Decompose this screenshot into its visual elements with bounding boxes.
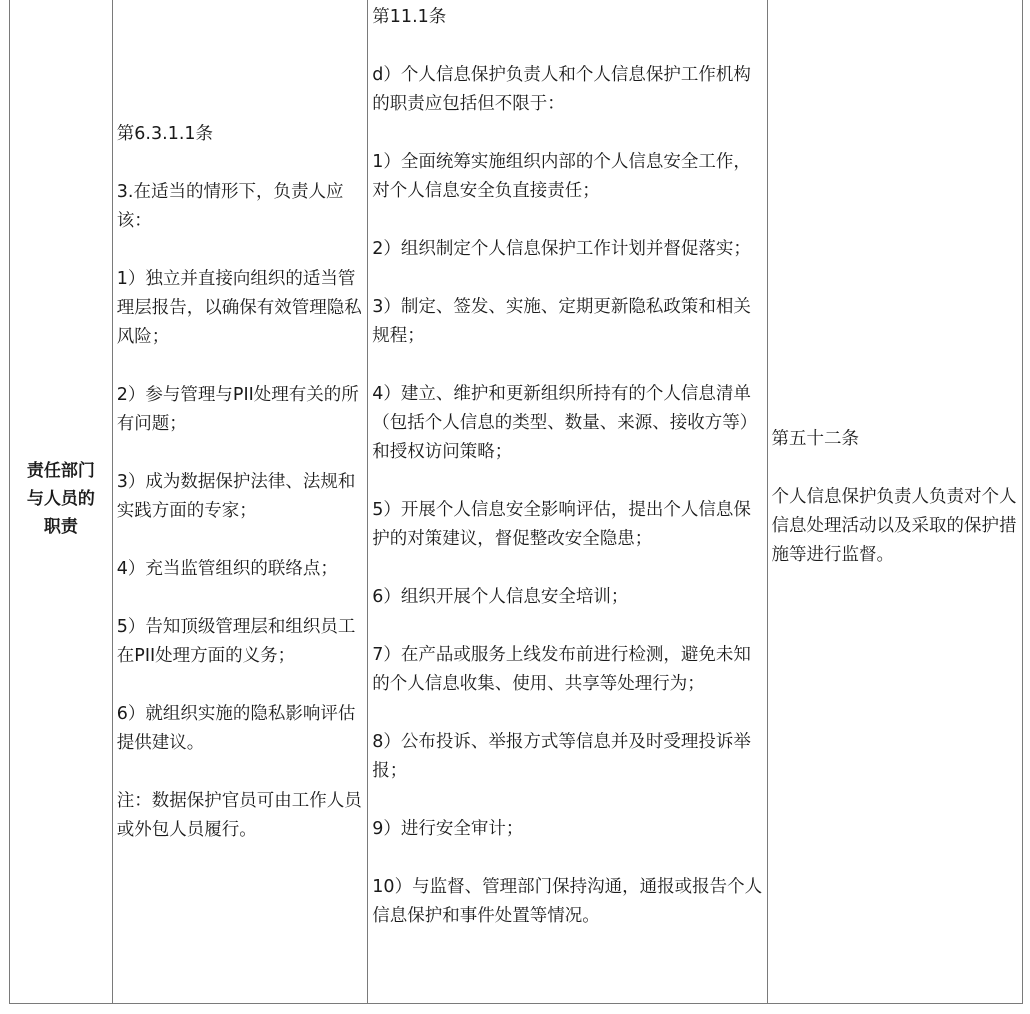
- list-item: 5）开展个人信息安全影响评估，提出个人信息保护的对策建议，督促整改安全隐患；: [372, 500, 751, 549]
- clause-intro: 3.在适当的情形下，负责人应该：: [116, 182, 344, 231]
- clause-number: 第五十二条: [771, 429, 859, 449]
- list-item: 8）公布投诉、举报方式等信息并及时受理投诉举报；: [372, 732, 751, 781]
- pipl-text: [772, 425, 1019, 570]
- list-item: 7）在产品或服务上线发布前进行检测，避免未知的个人信息收集、使用、共享等处理行为；: [372, 645, 751, 694]
- list-item: 1）全面统筹实施组织内部的个人信息安全工作，对个人信息安全负直接责任；: [372, 152, 751, 201]
- list-item: 6）组织开展个人信息安全培训；: [372, 587, 629, 607]
- iso-27701-text: [117, 120, 364, 845]
- gbt-35273-text: [372, 3, 762, 931]
- gbt-35273-cell: [368, 0, 767, 1003]
- list-item: 4）建立、维护和更新组织所持有的个人信息清单（包括个人信息的类型、数量、来源、接收方等）和授权访问策略；: [372, 384, 758, 462]
- list-item: 6）就组织实施的隐私影响评估提供建议。: [116, 704, 356, 753]
- list-item: 3）制定、签发、实施、定期更新隐私政策和相关规程；: [372, 297, 751, 346]
- list-item: 2）参与管理与PII处理有关的所有问题；: [116, 385, 359, 434]
- clause-number: 第6.3.1.1条: [116, 124, 214, 144]
- pipl-cell: [768, 0, 1023, 1003]
- clause-note: 注：数据保护官员可由工作人员或外包人员履行。: [116, 791, 362, 840]
- list-item: 4）充当监管组织的联络点；: [116, 559, 338, 579]
- clause-intro: d）个人信息保护负责人和个人信息保护工作机构的职责应包括但不限于：: [372, 65, 751, 114]
- list-item: 3）成为数据保护法律、法规和实践方面的专家；: [116, 472, 356, 521]
- row-header-label: 责任部门 与人员的 职责: [26, 461, 95, 537]
- list-item: 9）进行安全审计；: [372, 819, 524, 839]
- row-header-cell: [10, 0, 113, 1003]
- iso-27701-cell: [113, 0, 369, 1003]
- clause-body: 个人信息保护负责人负责对个人信息处理活动以及采取的保护措施等进行监督。: [771, 487, 1017, 565]
- list-item: 1）独立并直接向组织的适当管理层报告，以确保有效管理隐私风险；: [116, 269, 362, 347]
- list-item: 10）与监督、管理部门保持沟通，通报或报告个人信息保护和事件处置等情况。: [372, 877, 763, 926]
- comparison-table: [9, 0, 1023, 1004]
- list-item: 5）告知顶级管理层和组织员工在PII处理方面的义务；: [116, 617, 356, 666]
- clause-number: 第11.1条: [372, 7, 447, 27]
- list-item: 2）组织制定个人信息保护工作计划并督促落实；: [372, 239, 751, 259]
